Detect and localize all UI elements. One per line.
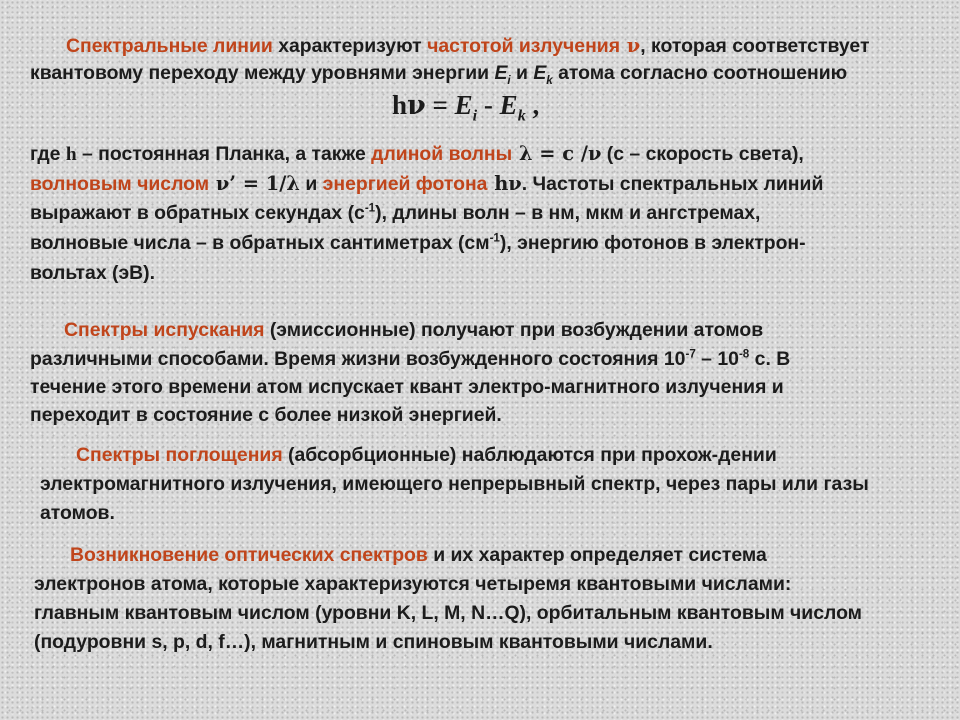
text: – постоянная Планка, а также	[76, 143, 372, 165]
p4-line-2	[34, 572, 791, 596]
p1-line-6	[30, 231, 806, 255]
text: выражают в обратных секундах (с	[30, 202, 365, 224]
p2-line-2	[30, 347, 790, 371]
text: атомов.	[40, 502, 115, 524]
subscript: i	[507, 73, 511, 87]
text: , которая соответствует	[640, 35, 870, 57]
p1-line-5	[30, 201, 760, 225]
photon-energy-formula: hν	[487, 172, 522, 195]
text: с. В	[749, 348, 791, 370]
text: переходит в состояние с более низкой энергией.	[30, 404, 502, 426]
text: ), длины волн – в нм, мкм и ангстремах,	[375, 202, 761, 224]
formula-nu: ν	[407, 90, 426, 121]
term-wavelength: длиной волны	[371, 143, 513, 165]
superscript: -8	[738, 347, 750, 361]
p3-line-1	[76, 443, 777, 467]
text: (абсорбционные) наблюдаются при прохож-дении	[282, 444, 777, 466]
text: электронов атома, которые характеризуются четыремя квантовыми числами:	[34, 573, 792, 595]
term-wavenumber: волновым числом	[30, 173, 210, 195]
text: (c – скорость света),	[601, 143, 804, 165]
text: электромагнитного излучения, имеющего непрерывный спектр, через пары или газы	[40, 473, 869, 495]
term-photon-energy: энергией фотона	[322, 173, 488, 195]
p4-line-1	[70, 543, 767, 567]
term-spectral-lines: Спектральные линии	[66, 35, 273, 57]
formula-Ei: E	[454, 90, 473, 120]
formula-minus: -	[477, 90, 500, 120]
formula-h: h	[392, 90, 408, 120]
formula-sub-i: i	[472, 106, 478, 125]
text: и их характер определяет система	[427, 544, 767, 566]
formula-eq: =	[425, 90, 455, 120]
text: вольтах (эВ).	[30, 262, 156, 284]
p1-line-1	[66, 34, 869, 58]
text: главным квантовым числом (уровни K, L, M, N…Q), орбитальным квантовым числом	[34, 602, 863, 624]
term-emission-spectra: Спектры испускания	[64, 319, 265, 341]
subscript: k	[546, 73, 553, 87]
term-absorption-spectra: Спектры поглощения	[76, 444, 283, 466]
p1-line-3	[30, 142, 804, 167]
text: волновые числа – в обратных сантиметрах (см	[30, 232, 490, 254]
formula-comma: ,	[525, 90, 540, 120]
formula-Ek: E	[499, 90, 518, 120]
p3-line-2	[40, 472, 869, 496]
text: течение этого времени атом испускает квант электро-магнитного излучения и	[30, 376, 784, 398]
wavelength-formula: λ = c /ν	[512, 142, 602, 165]
p1-line-4	[30, 172, 823, 196]
p2-line-1	[64, 318, 763, 342]
energy-symbol: E	[533, 62, 547, 84]
energy-symbol: E	[494, 62, 508, 84]
formula-sub-k: k	[517, 106, 526, 125]
p1-line-2	[30, 61, 847, 85]
wavenumber-formula: ν’ = 1/λ	[209, 172, 300, 195]
text: где	[30, 143, 66, 165]
text: . Частоты спектральных линий	[521, 173, 824, 195]
text: (подуровни s, p, d, f…), магнитным и спиновым квантовыми числами.	[34, 631, 713, 653]
text: характеризуют	[272, 35, 428, 57]
term-emission-frequency: частотой излучения	[427, 35, 621, 57]
p4-line-3	[34, 601, 862, 625]
superscript: -1	[364, 201, 376, 215]
p3-line-3	[40, 501, 115, 525]
superscript: -7	[685, 347, 696, 361]
term-optical-spectra: Возникновение оптических спектров	[70, 544, 428, 566]
text: различными способами. Время жизни возбужденного состояния 10	[30, 348, 686, 370]
text: (эмиссионные) получают при возбуждении атомов	[264, 319, 764, 341]
text: и	[510, 62, 534, 84]
p4-line-4	[34, 630, 713, 654]
p2-line-3	[30, 375, 784, 399]
planck-formula	[392, 90, 540, 125]
text: и	[299, 173, 323, 195]
text: квантовому переходу между уровнями энергии	[30, 62, 495, 84]
text: ), энергию фотонов в электрон-	[499, 232, 806, 254]
text: – 10	[695, 348, 739, 370]
superscript: -1	[489, 231, 500, 245]
planck-h: h	[65, 144, 77, 165]
text: атома согласно соотношению	[552, 62, 848, 84]
p1-line-7	[30, 261, 155, 285]
p2-line-4	[30, 403, 502, 427]
nu-symbol: ν	[620, 34, 641, 57]
